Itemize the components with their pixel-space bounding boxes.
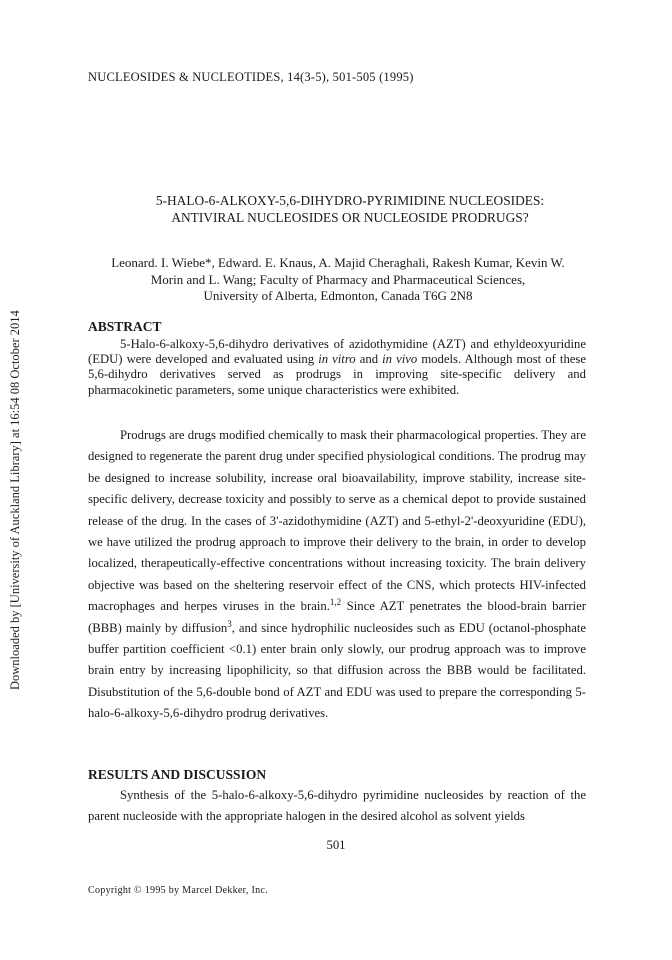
author-block: [88, 255, 588, 305]
results-heading: RESULTS AND DISCUSSION: [88, 767, 267, 782]
title-line-1: 5-HALO-6-ALKOXY-5,6-DIHYDRO-PYRIMIDINE NUCLEOSIDES:: [155, 193, 545, 208]
introduction-paragraph: [88, 425, 586, 725]
intro-text: Since AZT penetrates the blood-brain barrier (BBB) mainly by diffusion: [88, 599, 586, 635]
abstract-in-vitro: in vitro: [318, 352, 356, 367]
authors-line-1: Leonard. I. Wiebe*, Edward. E. Knaus, A. Majid Cheraghali, Rakesh Kumar, Kevin W.: [111, 255, 565, 270]
abstract-and: and: [355, 352, 383, 367]
abstract-heading: ABSTRACT: [88, 319, 162, 334]
affiliation-line: University of Alberta, Edmonton, Canada T6G 2N8: [203, 288, 473, 303]
abstract-text-part: 5-Halo-6-alkoxy-5,6-dihydro derivatives of azidothymidine (AZT) and ethyldeoxyuridine (EDU) were developed and evaluated using: [88, 337, 586, 367]
citation-ref: 1,2: [329, 597, 342, 608]
results-text: Synthesis of the 5-halo-6-alkoxy-5,6-dihydro pyrimidine nucleosides by reaction of the parent nucleoside with the appropriate halogen in the desired alcohol as solvent yields: [88, 788, 586, 824]
authors-line-2: Morin and L. Wang; Faculty of Pharmacy and Pharmaceutical Sciences,: [150, 271, 526, 287]
title-line-2: ANTIVIRAL NUCLEOSIDES OR NUCLEOSIDE PRODRUGS?: [171, 210, 529, 225]
download-watermark: Downloaded by [University of Auckland Library] at 16:54 08 October 2014: [8, 310, 22, 690]
intro-text: Prodrugs are drugs modified chemically to mask their pharmacological properties. They are designed to regenerate the parent drug under specified physiological conditions. The prodrug may be designed to increase solubility, increase oral bioavailability, improve stability, increase site-specific delivery, decrease toxicity and possibly to serve as a chemical depot to provide sustained release of the drug. In the cases of 3'-azidothymidine (AZT) and 5-ethyl-2'-deoxyuridine (EDU), we have utilized the prodrug approach to improve their delivery to the brain, in order to develop localized, therapeutically-effective concentrations without increasing toxicity. The brain delivery objective was based on the sheltering reservoir effect of the CNS, which protects HIV-infected macrophages and herpes viruses in the brain.: [88, 428, 586, 614]
page-number: 501: [326, 838, 346, 852]
journal-header: NUCLEOSIDES & NUCLEOTIDES, 14(3-5), 501-505 (1995): [88, 70, 414, 84]
article-title: [100, 192, 600, 226]
intro-text: , and since hydrophilic nucleosides such as EDU (octanol-phosphate buffer partition coefficient <0.1) enter brain only slowly, our prodrug approach was to improve brain entry by increasing lipophilicity, so that diffusion across the BBB would be facilitated. Disubstitution of the 5,6-double bond of AZT and EDU was used to prepare the corresponding 5-halo-6-alkoxy-5,6-dihydro prodrug derivatives.: [88, 620, 586, 721]
results-paragraph: [88, 785, 586, 828]
abstract-text-part: models. Although most of these 5,6-dihydro derivatives served as prodrugs in improving site-specific delivery and pharmacokinetic parameters, some unique characteristics were exhibited.: [88, 352, 586, 397]
abstract-text: [88, 337, 586, 398]
citation-ref: 3: [227, 618, 232, 629]
copyright-notice: Copyright © 1995 by Marcel Dekker, Inc.: [88, 885, 268, 896]
abstract-in-vivo: in vivo: [382, 352, 418, 367]
